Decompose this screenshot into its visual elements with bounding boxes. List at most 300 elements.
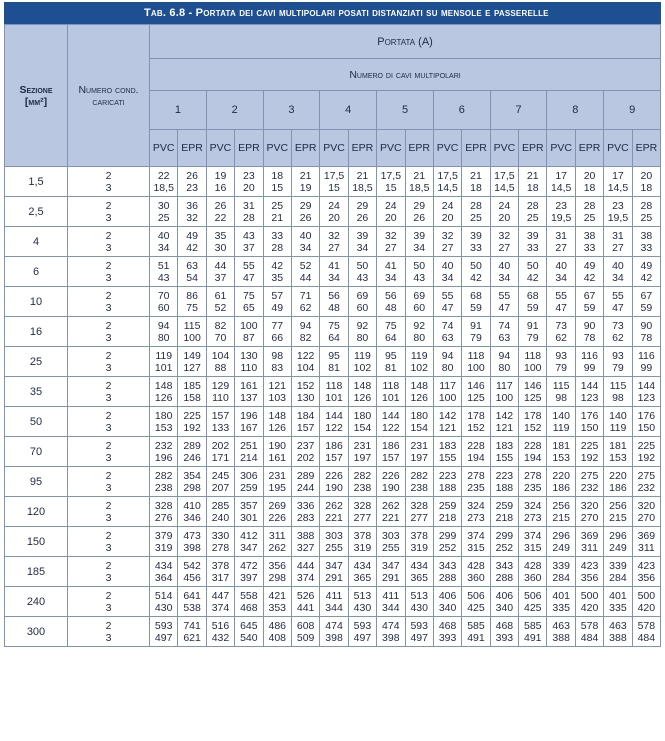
value-cell xyxy=(178,527,206,557)
header-sezione xyxy=(5,25,68,167)
numero-cond-value: 2 xyxy=(105,319,112,332)
capacity-value: 190 xyxy=(268,439,287,452)
capacity-value: 207 xyxy=(211,481,230,494)
capacity-value: 35 xyxy=(214,229,227,242)
capacity-value: 336 xyxy=(296,499,315,512)
numero-cond-value: 3 xyxy=(105,331,112,344)
capacity-value: 144 xyxy=(382,409,400,422)
sezione-cell: 6 xyxy=(5,257,68,287)
capacity-value: 32 xyxy=(186,211,198,224)
capacity-value: 397 xyxy=(240,571,258,584)
value-cell xyxy=(263,227,291,257)
capacity-value: 278 xyxy=(524,469,542,482)
capacity-value: 235 xyxy=(524,481,542,494)
capacity-value: 447 xyxy=(211,589,230,602)
capacity-value: 246 xyxy=(183,451,201,464)
capacity-value: 60 xyxy=(356,301,369,314)
capacity-value: 506 xyxy=(524,589,542,602)
table-header xyxy=(5,25,661,167)
capacity-value: 57 xyxy=(271,289,284,302)
capacity-value: 161 xyxy=(268,451,287,464)
capacity-value: 33 xyxy=(526,241,539,254)
capacity-value: 315 xyxy=(467,541,485,554)
capacity-value: 288 xyxy=(495,571,514,584)
capacity-value: 262 xyxy=(325,499,343,512)
capacity-value: 75 xyxy=(243,289,255,302)
capacity-value: 14,5 xyxy=(550,181,572,194)
value-cell xyxy=(604,617,632,647)
capacity-value: 190 xyxy=(382,481,400,494)
capacity-value: 269 xyxy=(268,499,287,512)
value-cell xyxy=(604,377,632,407)
capacity-value: 420 xyxy=(580,601,599,614)
capacity-value: 311 xyxy=(637,541,655,554)
value-cell xyxy=(405,467,433,497)
value-cell xyxy=(320,257,348,287)
value-cell xyxy=(405,497,433,527)
capacity-value: 18 xyxy=(640,181,653,194)
value-cell xyxy=(178,347,206,377)
capacity-value: 303 xyxy=(325,529,343,542)
value-cell xyxy=(377,167,405,197)
capacity-value: 21 xyxy=(356,169,369,182)
value-cell xyxy=(575,617,603,647)
value-cell xyxy=(575,257,603,287)
capacity-value: 526 xyxy=(296,589,315,602)
capacity-value: 238 xyxy=(154,481,173,494)
capacity-value: 118 xyxy=(524,349,542,362)
value-cell xyxy=(433,167,461,197)
capacity-value: 185 xyxy=(183,379,201,392)
value-cell xyxy=(150,497,178,527)
capacity-value: 282 xyxy=(410,469,428,482)
capacity-value: 39 xyxy=(356,229,369,242)
capacity-value: 252 xyxy=(495,541,514,554)
numero-cond-value: 2 xyxy=(105,169,112,182)
capacity-value: 186 xyxy=(325,439,343,452)
value-cell xyxy=(320,437,348,467)
value-cell xyxy=(348,617,376,647)
value-cell xyxy=(575,227,603,257)
capacity-value: 18,5 xyxy=(352,181,373,194)
numero-cond-cell xyxy=(68,587,150,617)
value-cell xyxy=(263,437,291,467)
numero-cond-value: 3 xyxy=(105,511,112,524)
capacity-value: 68 xyxy=(526,289,539,302)
capacity-value: 432 xyxy=(211,631,230,644)
capacity-value: 65 xyxy=(243,301,255,314)
capacity-value: 500 xyxy=(637,589,656,602)
capacity-value: 21 xyxy=(470,169,482,182)
value-cell xyxy=(433,407,461,437)
sezione-cell: 1,5 xyxy=(5,167,68,197)
capacity-value: 221 xyxy=(382,511,400,524)
capacity-value: 251 xyxy=(240,439,258,452)
header-count-6: 6 xyxy=(433,91,490,130)
value-cell xyxy=(348,527,376,557)
capacity-value: 41 xyxy=(384,259,397,272)
value-cell xyxy=(433,347,461,377)
capacity-value: 299 xyxy=(495,529,514,542)
header-pvc-2: PVC xyxy=(206,130,234,167)
capacity-value: 225 xyxy=(637,439,656,452)
capacity-value: 484 xyxy=(580,631,599,644)
value-cell xyxy=(405,317,433,347)
capacity-value: 218 xyxy=(495,511,514,524)
numero-cond-value: 2 xyxy=(105,289,112,302)
capacity-value: 28 xyxy=(526,199,539,212)
capacity-value: 180 xyxy=(353,409,372,422)
numero-cond-cell xyxy=(68,467,150,497)
value-cell xyxy=(519,467,547,497)
capacity-value: 360 xyxy=(524,571,542,584)
capacity-value: 104 xyxy=(211,349,230,362)
capacity-value: 327 xyxy=(296,541,315,554)
capacity-value: 463 xyxy=(552,619,570,632)
capacity-value: 110 xyxy=(212,391,229,404)
value-cell xyxy=(150,557,178,587)
numero-cond-cell xyxy=(68,437,150,467)
capacity-value: 123 xyxy=(580,391,599,404)
capacity-value: 21 xyxy=(271,211,284,224)
value-cell xyxy=(320,347,348,377)
capacity-value: 296 xyxy=(609,529,627,542)
numero-cond-value: 2 xyxy=(105,589,112,602)
sezione-cell: 16 xyxy=(5,317,68,347)
value-cell xyxy=(320,377,348,407)
value-cell xyxy=(235,317,263,347)
capacity-value: 64 xyxy=(384,331,397,344)
capacity-value: 116 xyxy=(637,349,655,362)
value-cell xyxy=(291,347,319,377)
capacity-value: 42 xyxy=(640,271,653,284)
capacity-value: 32 xyxy=(498,229,511,242)
capacity-value: 102 xyxy=(410,361,428,374)
capacity-value: 430 xyxy=(410,601,428,614)
capacity-value: 40 xyxy=(555,259,567,272)
value-cell xyxy=(291,437,319,467)
value-cell xyxy=(405,227,433,257)
capacity-value: 121 xyxy=(268,379,287,392)
capacity-value: 228 xyxy=(467,439,485,452)
header-count-9: 9 xyxy=(604,91,661,130)
capacity-value: 578 xyxy=(637,619,656,632)
capacity-value: 593 xyxy=(353,619,372,632)
capacity-value: 398 xyxy=(382,631,400,644)
capacity-value: 99 xyxy=(583,361,596,374)
capacity-value: 75 xyxy=(328,319,340,332)
capacity-value: 140 xyxy=(552,409,570,422)
capacity-value: 116 xyxy=(581,349,598,362)
capacity-value: 48 xyxy=(328,301,340,314)
capacity-value: 63 xyxy=(441,331,454,344)
value-cell xyxy=(348,587,376,617)
header-epr-4: EPR xyxy=(348,130,376,167)
header-pvc-6: PVC xyxy=(433,130,461,167)
numero-cond-value: 3 xyxy=(105,271,112,284)
capacity-value: 192 xyxy=(580,451,599,464)
capacity-value: 54 xyxy=(186,271,198,284)
value-cell xyxy=(490,197,518,227)
value-cell xyxy=(178,317,206,347)
capacity-value: 621 xyxy=(183,631,201,644)
capacity-value: 27 xyxy=(384,241,397,254)
value-cell xyxy=(575,347,603,377)
value-cell xyxy=(263,317,291,347)
value-cell xyxy=(462,557,490,587)
capacity-value: 256 xyxy=(609,499,627,512)
capacity-value: 262 xyxy=(382,499,400,512)
capacity-value: 21 xyxy=(413,169,426,182)
capacity-value: 393 xyxy=(495,631,514,644)
value-cell xyxy=(263,617,291,647)
capacity-value: 29 xyxy=(299,199,312,212)
value-cell xyxy=(206,227,234,257)
value-cell xyxy=(575,557,603,587)
numero-cond-value: 3 xyxy=(105,421,112,434)
capacity-value: 80 xyxy=(413,331,426,344)
value-cell xyxy=(377,317,405,347)
value-cell xyxy=(291,467,319,497)
value-cell xyxy=(150,347,178,377)
capacity-value: 434 xyxy=(353,559,372,572)
capacity-table xyxy=(4,24,661,647)
capacity-value: 38 xyxy=(640,229,653,242)
capacity-value: 154 xyxy=(410,421,428,434)
value-cell xyxy=(178,437,206,467)
capacity-value: 285 xyxy=(211,499,230,512)
capacity-value: 215 xyxy=(552,511,570,524)
capacity-value: 152 xyxy=(296,379,315,392)
value-cell xyxy=(320,167,348,197)
numero-cond-value: 2 xyxy=(105,619,112,632)
capacity-value: 374 xyxy=(211,601,230,614)
capacity-value: 17,5 xyxy=(494,169,515,182)
capacity-value: 101 xyxy=(154,361,173,374)
capacity-value: 43 xyxy=(243,229,255,242)
capacity-value: 55 xyxy=(555,289,567,302)
value-cell xyxy=(348,557,376,587)
value-cell xyxy=(575,167,603,197)
capacity-value: 289 xyxy=(296,469,315,482)
value-cell xyxy=(348,197,376,227)
value-cell xyxy=(320,227,348,257)
capacity-value: 468 xyxy=(240,601,258,614)
value-cell xyxy=(178,287,206,317)
value-cell xyxy=(235,257,263,287)
capacity-value: 474 xyxy=(325,619,343,632)
capacity-value: 149 xyxy=(183,349,201,362)
capacity-value: 410 xyxy=(183,499,201,512)
capacity-value: 100 xyxy=(524,361,542,374)
capacity-value: 645 xyxy=(240,619,258,632)
capacity-value: 33 xyxy=(640,241,653,254)
capacity-value: 456 xyxy=(183,571,201,584)
capacity-value: 425 xyxy=(467,601,485,614)
capacity-value: 28 xyxy=(640,199,653,212)
capacity-value: 393 xyxy=(438,631,457,644)
value-cell xyxy=(604,287,632,317)
capacity-value: 32 xyxy=(384,229,397,242)
capacity-value: 64 xyxy=(328,331,340,344)
value-cell xyxy=(235,617,263,647)
capacity-value: 22 xyxy=(157,169,170,182)
header-count-3: 3 xyxy=(263,91,320,130)
numero-cond-cell xyxy=(68,227,150,257)
value-cell xyxy=(377,287,405,317)
header-count-1: 1 xyxy=(150,91,207,130)
numero-cond-value: 3 xyxy=(105,241,112,254)
table-row xyxy=(5,347,661,377)
value-cell xyxy=(490,407,518,437)
capacity-value: 186 xyxy=(552,481,570,494)
capacity-value: 356 xyxy=(268,559,287,572)
value-cell xyxy=(263,377,291,407)
value-cell xyxy=(377,197,405,227)
value-cell xyxy=(490,587,518,617)
capacity-value: 25 xyxy=(157,211,170,224)
numero-cond-value: 2 xyxy=(105,259,112,272)
capacity-value: 127 xyxy=(183,361,201,374)
value-cell xyxy=(405,587,433,617)
capacity-value: 245 xyxy=(211,469,230,482)
header-count-2: 2 xyxy=(206,91,263,130)
value-cell xyxy=(490,347,518,377)
value-cell xyxy=(632,287,660,317)
table-container xyxy=(4,2,661,647)
capacity-value: 283 xyxy=(296,511,315,524)
capacity-value: 441 xyxy=(296,601,315,614)
capacity-value: 176 xyxy=(580,409,599,422)
numero-cond-value: 3 xyxy=(105,451,112,464)
capacity-value: 468 xyxy=(495,619,514,632)
capacity-value: 31 xyxy=(243,199,255,212)
numero-cond-value: 2 xyxy=(105,199,112,212)
value-cell xyxy=(405,557,433,587)
value-cell xyxy=(547,437,575,467)
capacity-value: 80 xyxy=(356,331,369,344)
value-cell xyxy=(490,377,518,407)
capacity-value: 335 xyxy=(552,601,570,614)
numero-cond-value: 2 xyxy=(105,469,112,482)
value-cell xyxy=(377,467,405,497)
capacity-value: 186 xyxy=(609,481,627,494)
capacity-value: 119 xyxy=(609,421,627,434)
numero-cond-value: 3 xyxy=(105,571,112,584)
capacity-value: 71 xyxy=(299,289,312,302)
capacity-value: 80 xyxy=(441,361,454,374)
capacity-value: 157 xyxy=(382,451,400,464)
value-cell xyxy=(490,497,518,527)
capacity-value: 55 xyxy=(498,289,511,302)
capacity-value: 161 xyxy=(240,379,258,392)
value-cell xyxy=(320,287,348,317)
value-cell xyxy=(206,617,234,647)
capacity-value: 421 xyxy=(268,589,287,602)
value-cell xyxy=(462,407,490,437)
capacity-value: 277 xyxy=(353,511,372,524)
value-cell xyxy=(320,467,348,497)
capacity-value: 468 xyxy=(438,619,457,632)
value-cell xyxy=(235,557,263,587)
capacity-value: 388 xyxy=(296,529,315,542)
value-cell xyxy=(348,347,376,377)
capacity-value: 49 xyxy=(186,229,198,242)
capacity-value: 500 xyxy=(580,589,599,602)
capacity-value: 344 xyxy=(325,601,343,614)
value-cell xyxy=(604,407,632,437)
capacity-value: 142 xyxy=(438,409,457,422)
capacity-value: 94 xyxy=(299,319,312,332)
sezione-cell: 300 xyxy=(5,617,68,647)
value-cell xyxy=(519,527,547,557)
capacity-value: 184 xyxy=(296,409,315,422)
capacity-value: 235 xyxy=(467,481,485,494)
capacity-value: 181 xyxy=(609,439,627,452)
numero-cond-value: 3 xyxy=(105,601,112,614)
capacity-value: 585 xyxy=(524,619,542,632)
capacity-value: 153 xyxy=(154,421,173,434)
capacity-value: 34 xyxy=(413,241,426,254)
capacity-value: 79 xyxy=(526,331,539,344)
value-cell xyxy=(519,587,547,617)
capacity-value: 22 xyxy=(214,211,227,224)
capacity-value: 306 xyxy=(240,469,258,482)
value-cell xyxy=(377,557,405,587)
capacity-value: 343 xyxy=(495,559,514,572)
capacity-value: 86 xyxy=(186,289,198,302)
table-row xyxy=(5,317,661,347)
header-pvc-9: PVC xyxy=(604,130,632,167)
capacity-value: 87 xyxy=(243,331,255,344)
value-cell xyxy=(519,557,547,587)
value-cell xyxy=(263,347,291,377)
value-cell xyxy=(433,227,461,257)
capacity-value: 115 xyxy=(552,379,570,392)
capacity-value: 66 xyxy=(271,331,284,344)
capacity-value: 27 xyxy=(555,241,567,254)
capacity-value: 61 xyxy=(214,289,227,302)
capacity-value: 473 xyxy=(183,529,201,542)
capacity-value: 50 xyxy=(470,259,482,272)
capacity-value: 167 xyxy=(240,421,258,434)
value-cell xyxy=(575,377,603,407)
capacity-value: 315 xyxy=(524,541,542,554)
value-cell xyxy=(206,557,234,587)
capacity-value: 428 xyxy=(467,559,485,572)
value-cell xyxy=(150,587,178,617)
capacity-value: 20 xyxy=(384,211,397,224)
capacity-value: 152 xyxy=(467,421,485,434)
value-cell xyxy=(433,587,461,617)
value-cell xyxy=(462,587,490,617)
capacity-value: 153 xyxy=(552,451,570,464)
capacity-value: 81 xyxy=(328,361,340,374)
value-cell xyxy=(632,587,660,617)
value-cell xyxy=(462,197,490,227)
capacity-value: 126 xyxy=(268,421,287,434)
capacity-value: 423 xyxy=(637,559,656,572)
value-cell xyxy=(462,287,490,317)
capacity-value: 311 xyxy=(581,541,598,554)
capacity-value: 301 xyxy=(240,511,258,524)
numero-cond-value: 3 xyxy=(105,361,112,374)
value-cell xyxy=(377,257,405,287)
value-cell xyxy=(206,197,234,227)
capacity-value: 188 xyxy=(495,481,514,494)
value-cell xyxy=(263,587,291,617)
capacity-value: 140 xyxy=(609,409,627,422)
